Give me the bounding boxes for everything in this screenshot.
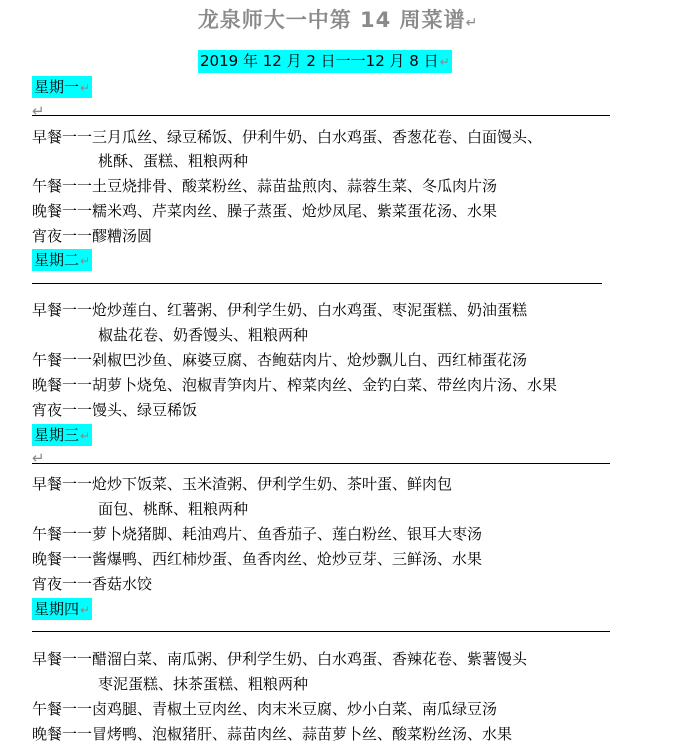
breakfast-line: 早餐一一醋溜白菜、南瓜粥、伊利学生奶、白水鸡蛋、香辣花卷、紫薯馒头 [32, 650, 528, 668]
lunch-line: 午餐一一土豆烧排骨、酸菜粉丝、蒜苗盐煎肉、蒜蓉生菜、冬瓜肉片汤 [32, 177, 498, 195]
supper-line: 宵夜一一醪糟汤圆 [32, 227, 153, 245]
day-label-wednesday: 星期三↵ [34, 426, 91, 444]
date-range: 2019 年 12 月 2 日一一12 月 8 日↵ [198, 50, 452, 73]
breakfast-line-continued: 桃酥、蛋糕、粗粮两种 [98, 152, 249, 170]
divider [32, 115, 610, 116]
divider [32, 283, 602, 284]
supper-line: 宵夜一一香菇水饺 [32, 575, 153, 593]
dinner-line: 晚餐一一冒烤鸭、泡椒猪肝、蒜苗肉丝、蒜苗萝卜丝、酸菜粉丝汤、水果 [32, 725, 513, 743]
lunch-line: 午餐一一卤鸡腿、青椒土豆肉丝、肉末米豆腐、炒小白菜、南瓜绿豆汤 [32, 700, 498, 718]
lunch-line: 午餐一一剁椒巴沙鱼、麻婆豆腐、杏鲍菇肉片、炝炒飘儿白、西红柿蛋花汤 [32, 351, 528, 369]
paragraph-mark: ↵ [32, 102, 45, 120]
dinner-line: 晚餐一一胡萝卜烧兔、泡椒青笋肉片、榨菜肉丝、金钓白菜、带丝肉片汤、水果 [32, 376, 558, 394]
day-label-tuesday: 星期二↵ [34, 251, 91, 269]
dinner-line: 晚餐一一糯米鸡、芹菜肉丝、臊子蒸蛋、炝炒凤尾、紫菜蛋花汤、水果 [32, 202, 498, 220]
divider [32, 631, 610, 632]
day-label-thursday: 星期四↵ [34, 600, 91, 618]
day-label-monday: 星期一↵ [34, 78, 91, 96]
breakfast-line: 早餐一一炝炒下饭菜、玉米渣粥、伊利学生奶、茶叶蛋、鲜肉包 [32, 475, 453, 493]
lunch-line: 午餐一一萝卜烧猪脚、耗油鸡片、鱼香茄子、莲白粉丝、银耳大枣汤 [32, 525, 483, 543]
breakfast-line-continued: 枣泥蛋糕、抹茶蛋糕、粗粮两种 [98, 675, 309, 693]
breakfast-line: 早餐一一三月瓜丝、绿豆稀饭、伊利牛奶、白水鸡蛋、香葱花卷、白面馒头、 [32, 128, 543, 146]
paragraph-mark: ↵ [32, 449, 45, 467]
page-title: 龙泉师大一中第 14 周菜谱↵ [197, 8, 479, 32]
breakfast-line: 早餐一一炝炒莲白、红薯粥、伊利学生奶、白水鸡蛋、枣泥蛋糕、奶油蛋糕 [32, 301, 528, 319]
dinner-line: 晚餐一一酱爆鸭、西红柿炒蛋、鱼香肉丝、炝炒豆芽、三鲜汤、水果 [32, 550, 483, 568]
divider [32, 463, 610, 464]
breakfast-line-continued: 椒盐花卷、奶香馒头、粗粮两种 [98, 326, 309, 344]
breakfast-line-continued: 面包、桃酥、粗粮两种 [98, 500, 249, 518]
supper-line: 宵夜一一馒头、绿豆稀饭 [32, 401, 198, 419]
